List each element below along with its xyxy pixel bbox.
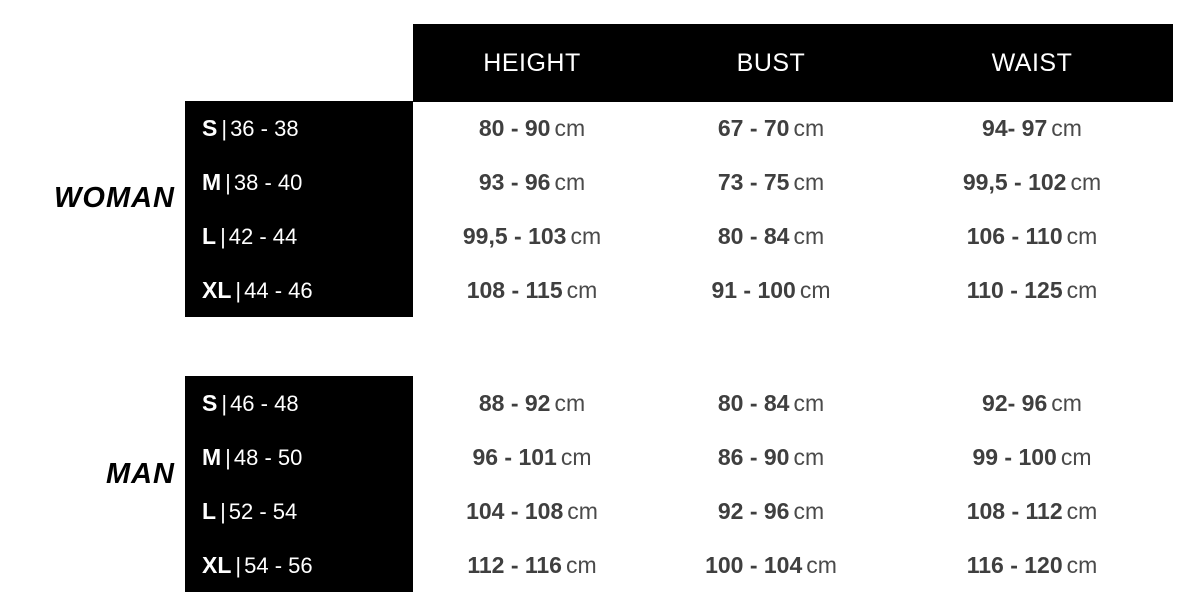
height-cell bbox=[413, 444, 651, 471]
unit-label: cm bbox=[793, 114, 825, 141]
size-code: M bbox=[202, 443, 222, 470]
size-separator: | bbox=[220, 498, 226, 524]
size-code: S bbox=[202, 114, 218, 141]
unit-label: cm bbox=[793, 443, 825, 470]
size-code: S bbox=[202, 389, 218, 416]
size-code: L bbox=[202, 497, 217, 524]
size-separator: | bbox=[235, 277, 242, 303]
waist-cell bbox=[891, 390, 1173, 417]
waist-value: 94- 97 bbox=[982, 114, 1048, 141]
table-row bbox=[185, 209, 1175, 263]
bust-cell bbox=[651, 390, 891, 417]
height-cell bbox=[413, 277, 651, 304]
size-range: 44 - 46 bbox=[244, 277, 313, 303]
height-value: 104 - 108 bbox=[466, 497, 564, 524]
bust-value: 80 - 84 bbox=[717, 222, 790, 249]
waist-value: 110 - 125 bbox=[966, 276, 1063, 303]
unit-label: cm bbox=[793, 222, 825, 249]
size-cell bbox=[185, 169, 413, 196]
bust-cell bbox=[651, 115, 891, 142]
waist-cell bbox=[891, 552, 1173, 579]
size-range: 48 - 50 bbox=[233, 444, 303, 470]
bust-cell bbox=[651, 223, 891, 250]
bust-cell bbox=[651, 552, 891, 579]
size-cell bbox=[185, 552, 413, 579]
group-label-man: MAN bbox=[105, 458, 175, 490]
size-range: 42 - 44 bbox=[228, 223, 298, 249]
size-separator: | bbox=[235, 552, 242, 578]
table-row bbox=[185, 376, 1175, 430]
size-code: XL bbox=[202, 551, 232, 578]
column-header-height: HEIGHT bbox=[483, 48, 581, 77]
unit-label: cm bbox=[566, 276, 598, 303]
waist-cell bbox=[891, 277, 1173, 304]
height-cell bbox=[413, 115, 651, 142]
column-header-bust: BUST bbox=[736, 48, 806, 77]
height-value: 93 - 96 bbox=[478, 168, 551, 195]
bust-value: 91 - 100 bbox=[711, 276, 796, 303]
table-body-woman bbox=[185, 101, 1175, 317]
size-range: 52 - 54 bbox=[228, 498, 298, 524]
unit-label: cm bbox=[565, 551, 597, 578]
unit-label: cm bbox=[1051, 114, 1082, 141]
size-cell bbox=[185, 444, 413, 471]
bust-value: 92 - 96 bbox=[717, 497, 790, 524]
unit-label: cm bbox=[567, 497, 598, 524]
unit-label: cm bbox=[793, 389, 825, 416]
unit-label: cm bbox=[554, 168, 586, 195]
unit-label: cm bbox=[1070, 168, 1102, 195]
waist-value: 116 - 120 bbox=[966, 551, 1063, 578]
unit-label: cm bbox=[1066, 276, 1098, 303]
height-cell bbox=[413, 169, 651, 196]
waist-value: 99 - 100 bbox=[972, 443, 1057, 470]
size-cell bbox=[185, 390, 413, 417]
unit-label: cm bbox=[554, 389, 586, 416]
size-cell bbox=[185, 115, 413, 142]
bust-value: 100 - 104 bbox=[705, 551, 803, 578]
unit-label: cm bbox=[799, 276, 831, 303]
size-code: M bbox=[202, 168, 222, 195]
table-row bbox=[185, 101, 1175, 155]
waist-value: 108 - 112 bbox=[966, 497, 1063, 524]
size-separator: | bbox=[225, 169, 231, 195]
bust-value: 80 - 84 bbox=[717, 389, 790, 416]
group-label-woman: WOMAN bbox=[54, 182, 175, 214]
waist-cell bbox=[891, 444, 1173, 471]
table-body-man bbox=[185, 376, 1175, 592]
size-code: XL bbox=[202, 276, 232, 303]
table-row bbox=[185, 484, 1175, 538]
height-value: 80 - 90 bbox=[478, 114, 551, 141]
waist-value: 99,5 - 102 bbox=[962, 168, 1067, 195]
waist-cell bbox=[891, 115, 1173, 142]
bust-value: 67 - 70 bbox=[717, 114, 790, 141]
size-range: 54 - 56 bbox=[244, 552, 313, 578]
bust-cell bbox=[651, 169, 891, 196]
table-row bbox=[185, 538, 1175, 592]
unit-label: cm bbox=[570, 222, 602, 249]
unit-label: cm bbox=[793, 168, 825, 195]
height-value: 108 - 115 bbox=[466, 276, 563, 303]
size-code: L bbox=[202, 222, 217, 249]
unit-label: cm bbox=[1051, 389, 1082, 416]
waist-cell bbox=[891, 169, 1173, 196]
height-cell bbox=[413, 390, 651, 417]
bust-cell bbox=[651, 444, 891, 471]
unit-label: cm bbox=[1066, 222, 1098, 249]
size-range: 46 - 48 bbox=[230, 390, 299, 416]
bust-value: 86 - 90 bbox=[717, 443, 790, 470]
column-header-waist: WAIST bbox=[991, 48, 1073, 77]
size-range: 38 - 40 bbox=[233, 169, 303, 195]
waist-value: 92- 96 bbox=[982, 389, 1048, 416]
table-row bbox=[185, 430, 1175, 484]
size-separator: | bbox=[221, 115, 228, 141]
unit-label: cm bbox=[1066, 497, 1098, 524]
table-row bbox=[185, 263, 1175, 317]
unit-label: cm bbox=[806, 551, 837, 578]
unit-label: cm bbox=[1060, 443, 1092, 470]
waist-cell bbox=[891, 223, 1173, 250]
bust-value: 73 - 75 bbox=[717, 168, 790, 195]
size-separator: | bbox=[225, 444, 231, 470]
waist-value: 106 - 110 bbox=[966, 222, 1063, 249]
unit-label: cm bbox=[793, 497, 825, 524]
height-cell bbox=[413, 223, 651, 250]
height-cell bbox=[413, 552, 651, 579]
table-row bbox=[185, 155, 1175, 209]
height-value: 96 - 101 bbox=[472, 443, 557, 470]
unit-label: cm bbox=[1066, 551, 1098, 578]
size-separator: | bbox=[220, 223, 226, 249]
size-separator: | bbox=[221, 390, 228, 416]
size-range: 36 - 38 bbox=[230, 115, 299, 141]
unit-label: cm bbox=[560, 443, 592, 470]
height-value: 88 - 92 bbox=[478, 389, 551, 416]
height-cell bbox=[413, 498, 651, 525]
unit-label: cm bbox=[554, 114, 586, 141]
bust-cell bbox=[651, 277, 891, 304]
height-value: 99,5 - 103 bbox=[462, 222, 567, 249]
bust-cell bbox=[651, 498, 891, 525]
size-cell bbox=[185, 277, 413, 304]
waist-cell bbox=[891, 498, 1173, 525]
size-cell bbox=[185, 223, 413, 250]
table-header-row bbox=[413, 24, 1173, 102]
size-cell bbox=[185, 498, 413, 525]
height-value: 112 - 116 bbox=[467, 551, 562, 578]
